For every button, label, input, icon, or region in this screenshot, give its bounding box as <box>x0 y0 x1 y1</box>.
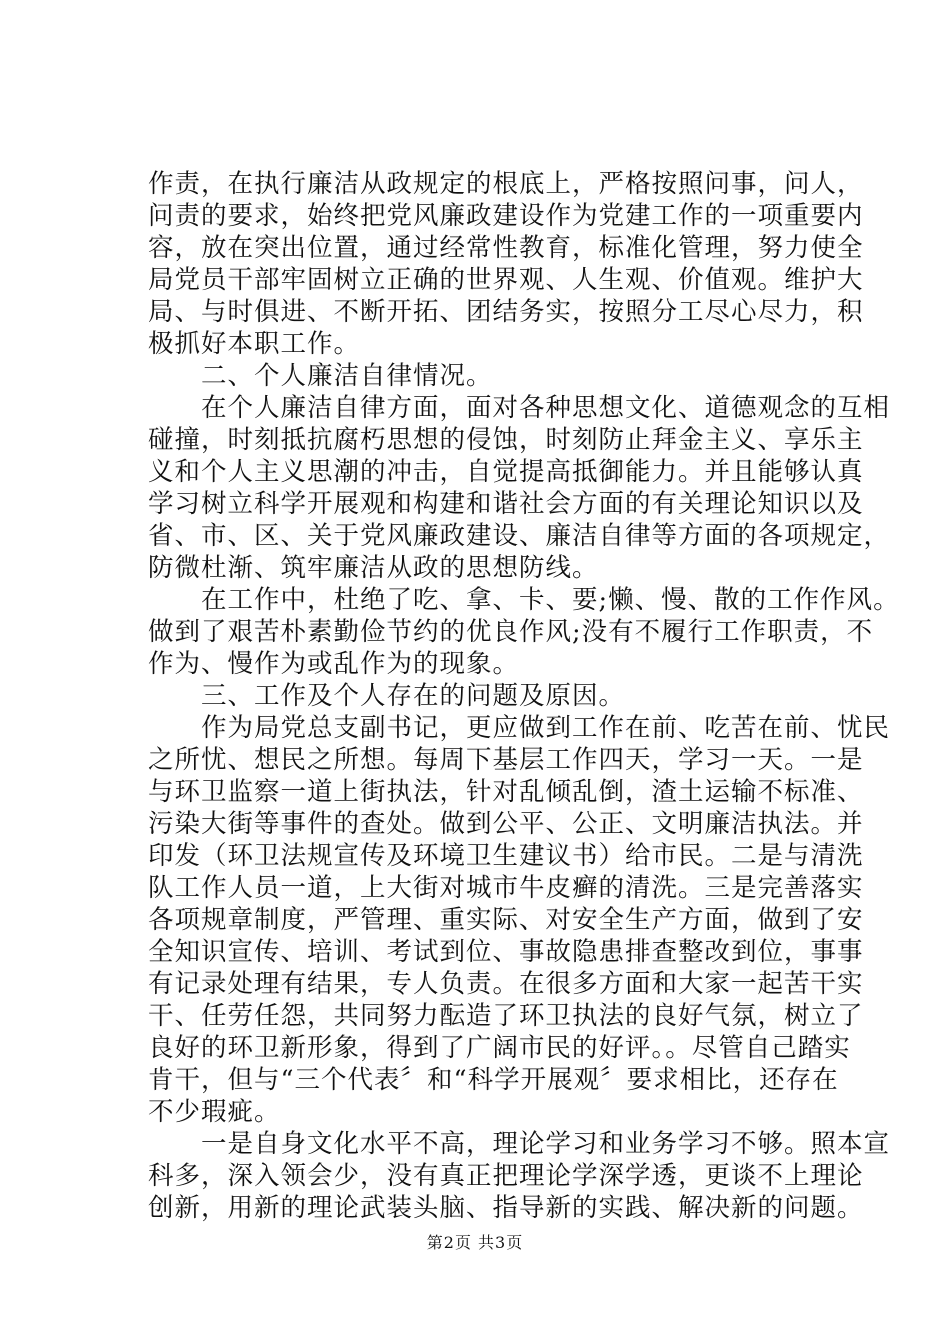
text-line: 做到了艰苦朴素勤俭节约的优良作风;没有不履行工作职责，不 <box>148 617 874 647</box>
text-line: 良好的环卫新形象，得到了广阔市民的好评。。尽管自己踏实 <box>148 1033 851 1063</box>
text-line: 作责，在执行廉洁从政规定的根底上，严格按照问事，问人， <box>148 169 864 199</box>
text-line: 全知识宣传、培训、考试到位、事故隐患排查整改到位，事事 <box>148 937 864 967</box>
text-line: 极抓好本职工作。 <box>148 329 361 359</box>
text-line: 省、市、区、关于党风廉政建设、廉洁自律等方面的各项规定， <box>148 521 891 551</box>
text-line: 局、与时俱进、不断开拓、团结务实，按照分工尽心尽力，积 <box>148 297 864 327</box>
text-line: 污染大街等事件的查处。做到公平、公正、文明廉洁执法。并 <box>148 809 864 839</box>
page-number-footer: 第2页 共3页 <box>426 1233 524 1252</box>
text-line: 各项规章制度，严管理、重实际、对安全生产方面，做到了安 <box>148 905 864 935</box>
text-line: 学习树立科学开展观和构建和谐社会方面的有关理论知识以及 <box>148 489 864 519</box>
text-line: 作为局党总支副书记，更应做到工作在前、吃苦在前、忧民 <box>148 713 891 743</box>
text-line: 防微杜渐、筑牢廉洁从政的思想防线。 <box>148 553 599 583</box>
text-line: 之所忧、想民之所想。每周下基层工作四天，学习一天。一是 <box>148 745 864 775</box>
text-line: 不少瑕疵。 <box>148 1097 281 1127</box>
text-line: 队工作人员一道，上大街对城市牛皮癣的清洗。三是完善落实 <box>148 873 864 903</box>
text-line: 有记录处理有结果，专人负责。在很多方面和大家一起苦干实 <box>148 969 864 999</box>
text-line: 干、任劳任怨，共同努力酝造了环卫执法的良好气氛，树立了 <box>148 1001 864 1031</box>
text-line: 问责的要求，始终把党风廉政建设作为党建工作的一项重要内 <box>148 201 864 231</box>
text-line: 科多，深入领会少，没有真正把理论学深学透，更谈不上理论 <box>148 1161 864 1191</box>
text-line: 局党员干部牢固树立正确的世界观、人生观、价值观。维护大 <box>148 265 864 295</box>
text-line: 创新，用新的理论武装头脑、指导新的实践、解决新的问题。 <box>148 1193 864 1223</box>
text-line: 一是自身文化水平不高，理论学习和业务学习不够。照本宣 <box>148 1129 891 1159</box>
text-line: 容，放在突出位置，通过经常性教育，标准化管理，努力使全 <box>148 233 864 263</box>
text-line: 义和个人主义思潮的冲击，自觉提高抵御能力。并且能够认真 <box>148 457 864 487</box>
text-line: 肯干，但与“三个代表〞和“科学开展观〞要求相比，还存在 <box>148 1065 839 1095</box>
text-line: 印发（环卫法规宣传及环境卫生建议书）给市民。二是与清洗 <box>148 841 864 871</box>
text-line: 在工作中，杜绝了吃、拿、卡、要;懒、慢、散的工作作风。 <box>148 585 900 615</box>
text-line: 作为、慢作为或乱作为的现象。 <box>148 649 520 679</box>
text-line: 与环卫监察一道上街执法，针对乱倾乱倒，渣土运输不标准、 <box>148 777 864 807</box>
text-line: 在个人廉洁自律方面，面对各种思想文化、道德观念的互相 <box>148 393 891 423</box>
section-heading: 三、工作及个人存在的问题及原因。 <box>148 681 626 711</box>
text-line: 碰撞，时刻抵抗腐朽思想的侵蚀，时刻防止拜金主义、享乐主 <box>148 425 864 455</box>
section-heading: 二、个人廉洁自律情况。 <box>148 361 493 391</box>
